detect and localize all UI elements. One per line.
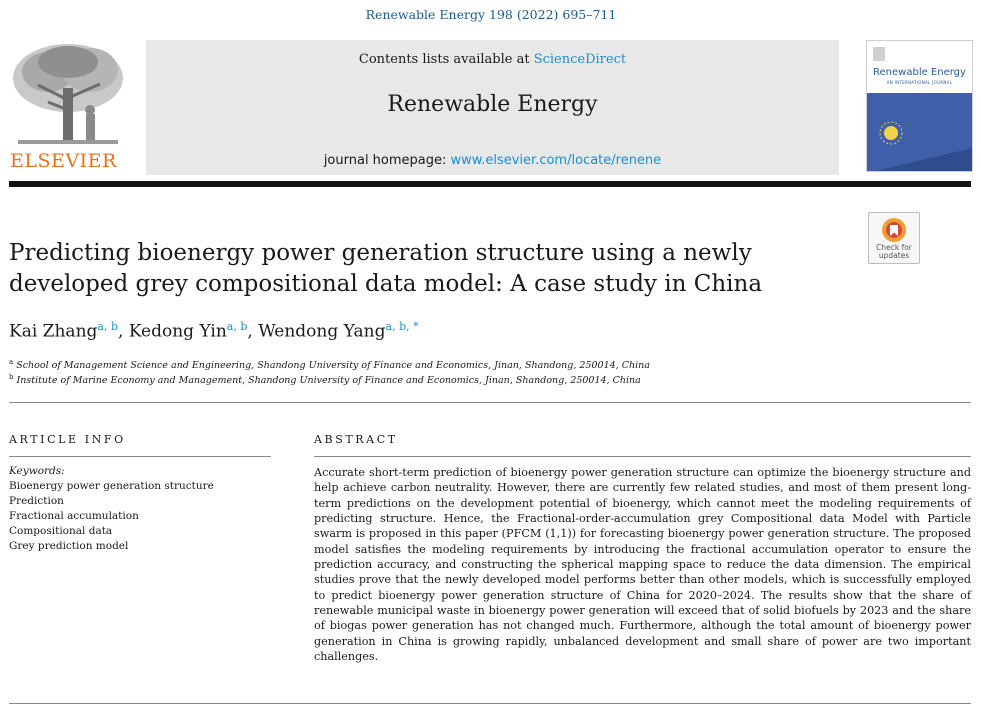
author-affiliation-mark[interactable]: a, b, * (385, 320, 419, 333)
author-separator: , (118, 321, 129, 342)
elsevier-wordmark: ELSEVIER (10, 150, 117, 172)
keyword-item: Fractional accumulation (9, 510, 139, 522)
homepage-line (146, 153, 839, 168)
sciencedirect-link[interactable]: ScienceDirect (533, 52, 627, 67)
header-divider (9, 181, 971, 187)
homepage-prefix: journal homepage: (323, 153, 451, 168)
article-title: Predicting bioenergy power generation structure using a newly developed grey compositional data model: A case study in China (9, 240, 763, 297)
author-separator: , (247, 321, 259, 342)
keyword-item: Bioenergy power generation structure (9, 480, 214, 492)
cover-elsevier-mini-icon (873, 47, 885, 61)
abstract-text: Accurate short-term prediction of bioenergy power generation structure can optimize the bioenergy structure and help achieve carbon neutrality. However, there are currently few related studies, and most of them present long-term predictions on the development potential of bioenergy, which cannot meet the modeling requirements of predicting structure. Hence, the Fractional-order-accumulation grey Compositional data Model with Particle swarm is proposed in this paper (PFCM (1,1)) for forecasting bioenergy power generation structure. The proposed model satisfies the modeling requirements by introducing the fractional accumulation operator to ensure the prediction accuracy, and constructing the spherical mapping space to reduce the data dimension. The empirical studies prove that the newly developed model performs better than other models, which is successfully employed to predict bioenergy power generation structure of China for 2020–2024. The results show that the share of renewable municipal waste in bioenergy power generation will exceed that of solid biofuels by 2023 and the share of biogas power generation has not changed much. Furthermore, although the total amount of bioenergy power generation in China is growing rapidly, unbalanced development and small share of power are two important challenges. (314, 466, 971, 664)
section-divider (9, 402, 971, 403)
keywords-label: Keywords: (9, 465, 65, 477)
journal-citation[interactable]: Renewable Energy 198 (2022) 695–711 (365, 7, 617, 22)
journal-name: Renewable Energy (387, 92, 598, 117)
author-name[interactable]: Wendong Yang (258, 321, 386, 342)
affiliation-b: $^b$ Institute of Marine Economy and Management, Shandong University of Finance and Economics, Jinan, Shandong, 250014, China (9, 373, 641, 387)
check-for-updates-badge[interactable] (868, 212, 920, 264)
keyword-item: Compositional data (9, 525, 113, 537)
author-list (9, 320, 419, 342)
author-name[interactable]: Kedong Yin (128, 321, 227, 342)
author-name[interactable]: Kai Zhang (9, 321, 98, 342)
keyword-item: Prediction (9, 495, 64, 507)
article-info-heading: ARTICLE INFO (9, 433, 126, 446)
abstract-rule (314, 456, 971, 457)
keyword-item: Grey prediction model (9, 540, 129, 552)
bottom-divider (9, 703, 971, 704)
cover-subtitle: AN INTERNATIONAL JOURNAL (886, 80, 953, 85)
contents-line (146, 52, 839, 67)
contents-prefix: Contents lists available at (358, 52, 534, 67)
author-affiliation-mark[interactable]: a, b (97, 320, 118, 333)
homepage-link[interactable]: www.elsevier.com/locate/renene (450, 153, 662, 168)
cover-artwork (867, 93, 972, 172)
cover-title: Renewable Energy (873, 67, 966, 78)
check-updates-label: Check for updates (876, 243, 912, 260)
affiliation-a: $^a$ School of Management Science and Engineering, Shandong University of Finance and Economics, Jinan, Shandong, 250014, China (9, 358, 650, 372)
journal-cover-thumbnail[interactable] (866, 40, 973, 172)
article-info-rule (9, 456, 271, 457)
check-updates-icon (881, 217, 907, 243)
author-affiliation-mark[interactable]: a, b (226, 320, 248, 333)
abstract-heading: ABSTRACT (314, 433, 398, 446)
